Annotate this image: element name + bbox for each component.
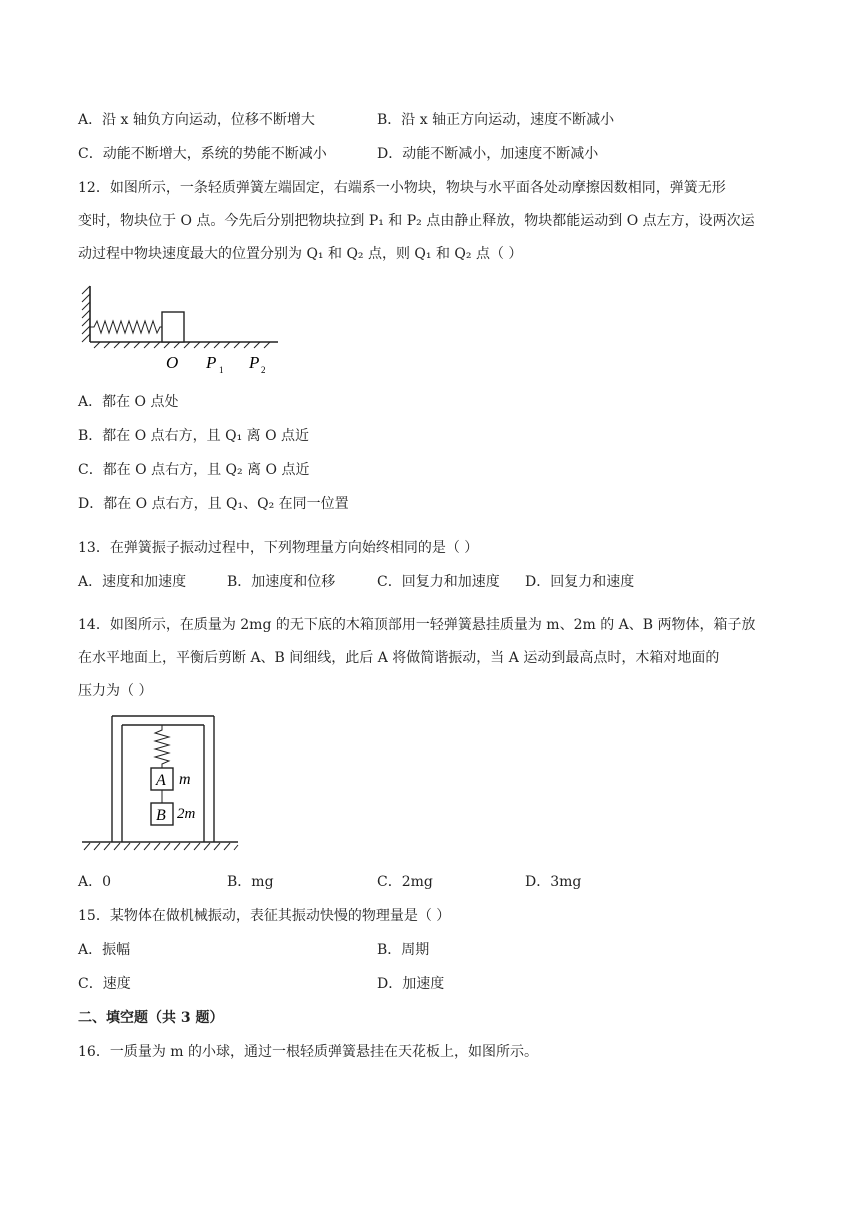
q11-option-a: A．沿 x 轴负方向运动，位移不断增大 <box>78 112 315 128</box>
label-2m: 2m <box>177 806 196 822</box>
q15-option-a: A．振幅 <box>78 942 131 958</box>
q14-stem-line1: 14．如图所示，在质量为 2mg 的无下底的木箱顶部用一轻弹簧悬挂质量为 m、2m 的 A、B 两物体，箱子放 <box>78 617 756 633</box>
label-a: A <box>156 772 166 789</box>
q15-option-c: C．速度 <box>78 976 131 992</box>
q12-spring-block-figure <box>78 284 288 376</box>
spring <box>90 321 162 333</box>
q15-option-b: B．周期 <box>377 942 430 958</box>
block <box>162 312 184 342</box>
q12-option-b: B．都在 O 点右方，且 Q₁ 离 O 点近 <box>78 428 310 444</box>
q13-option-d: D．回复力和速度 <box>525 574 635 590</box>
q15-option-d: D．加速度 <box>377 976 445 992</box>
q12-option-c: C．都在 O 点右方，且 Q₂ 离 O 点近 <box>78 462 310 478</box>
q14-option-c: C．2mg <box>377 874 433 890</box>
label-m: m <box>179 771 191 788</box>
q14-box-spring-figure <box>78 712 242 860</box>
spring <box>155 725 169 768</box>
q12-stem-line2: 变时，物块位于 O 点。今先后分别把物块拉到 P₁ 和 P₂ 点由静止释放，物块都能运动到 O 点左方，设两次运 <box>78 213 755 229</box>
q12-stem-line1: 12．如图所示，一条轻质弹簧左端固定，右端系一小物块，物块与水平面各处动摩擦因数相同，弹簧无形 <box>78 180 726 196</box>
label-p1-sub: 1 <box>219 365 224 375</box>
ground-hatch <box>94 342 270 348</box>
q15-stem: 15．某物体在做机械振动，表征其振动快慢的物理量是（ ） <box>78 908 451 924</box>
q13-option-a: A．速度和加速度 <box>78 574 187 590</box>
q13-option-b: B．加速度和位移 <box>227 574 336 590</box>
q14-stem-line2: 在水平地面上，平衡后剪断 A、B 间细线，此后 A 将做简谐振动，当 A 运动到最高点时，木箱对地面的 <box>78 650 720 666</box>
q13-option-c: C．回复力和加速度 <box>377 574 500 590</box>
q11-option-c: C．动能不断增大，系统的势能不断减小 <box>78 146 327 162</box>
q14-option-d: D．3mg <box>525 874 582 890</box>
q11-option-b: B．沿 x 轴正方向运动，速度不断减小 <box>377 112 615 128</box>
label-p2: P <box>249 353 260 372</box>
q12-option-a: A．都在 O 点处 <box>78 394 179 410</box>
section-heading-fill-in: 二、填空题（共 3 题） <box>78 1010 224 1026</box>
label-o: O <box>166 353 179 372</box>
label-p1: P <box>206 353 217 372</box>
label-p2-sub: 2 <box>261 365 266 375</box>
label-b: B <box>156 807 166 824</box>
q12-stem-line3: 动过程中物块速度最大的位置分别为 Q₁ 和 Q₂ 点，则 Q₁ 和 Q₂ 点（ ） <box>78 246 523 262</box>
q13-stem: 13．在弹簧振子振动过程中，下列物理量方向始终相同的是（ ） <box>78 540 479 556</box>
ground-hatch <box>84 843 238 850</box>
q14-option-a: A．0 <box>78 874 112 890</box>
q14-stem-line3: 压力为（ ） <box>78 683 153 699</box>
q12-option-d: D．都在 O 点右方，且 Q₁、Q₂ 在同一位置 <box>78 496 349 512</box>
wall-hatch <box>82 286 90 342</box>
q14-option-b: B．mg <box>227 874 274 890</box>
q11-option-d: D．动能不断减小，加速度不断减小 <box>377 146 599 162</box>
q16-stem: 16．一质量为 m 的小球，通过一根轻质弹簧悬挂在天花板上，如图所示。 <box>78 1044 538 1060</box>
